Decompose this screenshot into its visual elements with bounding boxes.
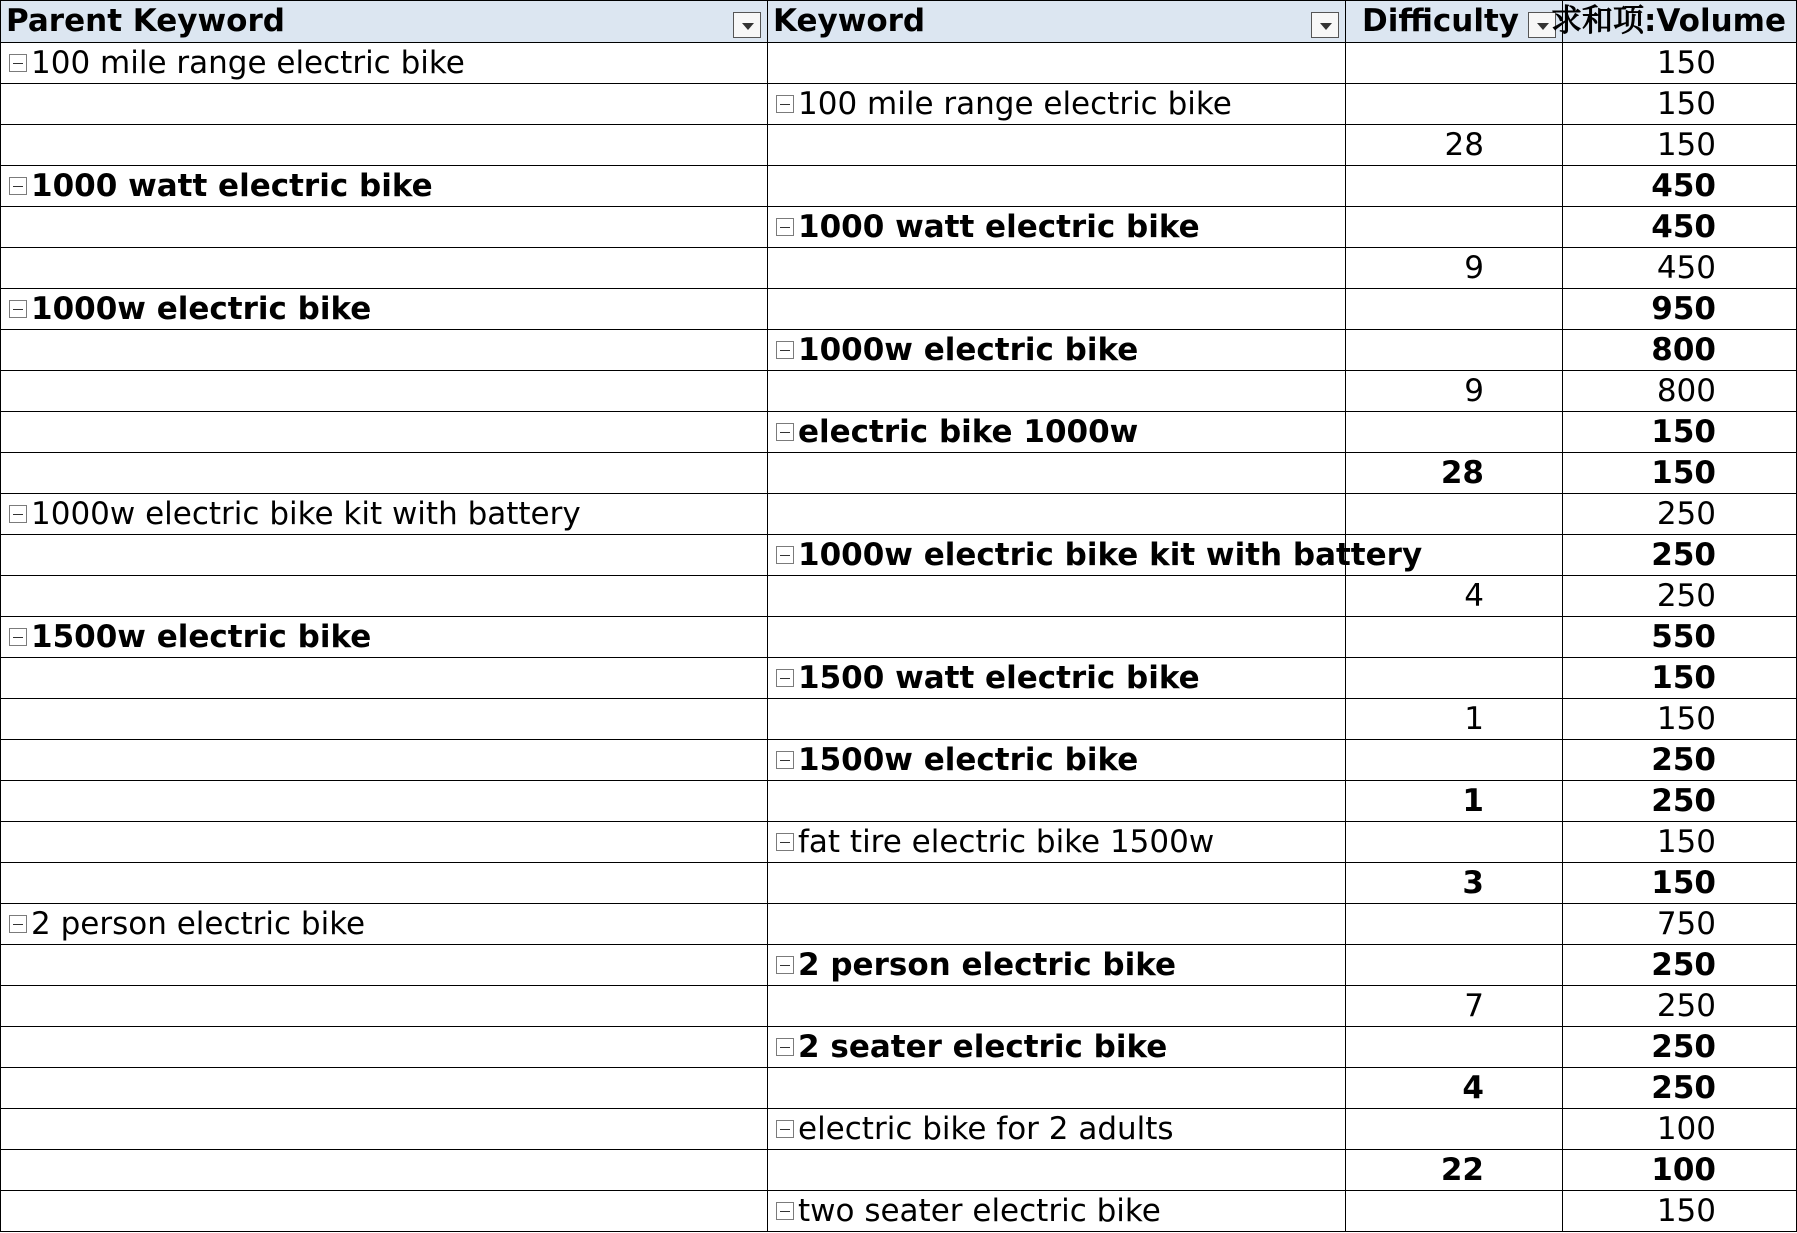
parent-keyword-label <box>1 167 433 204</box>
table-row[interactable] <box>1 1191 1797 1232</box>
volume-cell[interactable]: 250 <box>1563 576 1797 617</box>
volume-cell[interactable]: 150 <box>1563 125 1797 166</box>
parent-keyword-cell[interactable] <box>1 494 768 535</box>
keyword-text: 100 mile range electric bike <box>798 85 1232 122</box>
volume-cell[interactable]: 800 <box>1563 330 1797 371</box>
keyword-cell[interactable] <box>768 1027 1346 1068</box>
difficulty-cell[interactable]: 7 <box>1346 986 1563 1027</box>
keyword-cell[interactable] <box>768 412 1346 453</box>
volume-cell[interactable]: 450 <box>1563 166 1797 207</box>
parent-keyword-filter-dropdown-icon[interactable] <box>733 12 761 38</box>
difficulty-cell[interactable] <box>1346 412 1563 453</box>
keyword-text: 2 person electric bike <box>798 946 1177 983</box>
table-row[interactable] <box>1 371 1797 412</box>
header-keyword <box>768 1 1346 43</box>
keyword-cell[interactable] <box>768 84 1346 125</box>
volume-cell[interactable]: 150 <box>1563 84 1797 125</box>
collapse-minus-icon[interactable] <box>776 1202 794 1220</box>
keyword-cell[interactable] <box>768 43 1346 84</box>
collapse-minus-icon[interactable] <box>776 546 794 564</box>
volume-cell[interactable]: 150 <box>1563 1191 1797 1232</box>
table-row[interactable] <box>1 289 1797 330</box>
keyword-cell[interactable] <box>768 494 1346 535</box>
keyword-cell[interactable] <box>768 330 1346 371</box>
parent-keyword-cell[interactable] <box>1 1150 768 1191</box>
header-difficulty-label: Difficulty <box>1361 3 1519 39</box>
volume-cell[interactable]: 150 <box>1563 453 1797 494</box>
table-row[interactable] <box>1 453 1797 494</box>
table-row[interactable] <box>1 1109 1797 1150</box>
header-parent-keyword-label: Parent Keyword <box>6 3 285 39</box>
collapse-minus-icon[interactable] <box>9 628 27 646</box>
parent-keyword-cell[interactable] <box>1 84 768 125</box>
table-row[interactable] <box>1 699 1797 740</box>
collapse-minus-icon[interactable] <box>9 915 27 933</box>
parent-keyword-text: 1000w electric bike <box>31 290 372 327</box>
table-row[interactable] <box>1 617 1797 658</box>
volume-cell[interactable]: 250 <box>1563 1068 1797 1109</box>
keyword-text: 1000 watt electric bike <box>798 208 1200 245</box>
parent-keyword-cell[interactable] <box>1 1027 768 1068</box>
table-row[interactable] <box>1 904 1797 945</box>
keyword-label <box>768 823 1215 860</box>
difficulty-cell[interactable] <box>1346 494 1563 535</box>
keyword-cell[interactable] <box>768 453 1346 494</box>
keyword-label <box>768 1028 1168 1065</box>
keyword-text: 1500 watt electric bike <box>798 659 1200 696</box>
table-row[interactable] <box>1 781 1797 822</box>
parent-keyword-label <box>1 290 372 327</box>
volume-cell[interactable]: 250 <box>1563 986 1797 1027</box>
difficulty-cell[interactable] <box>1346 904 1563 945</box>
volume-cell[interactable]: 100 <box>1563 1150 1797 1191</box>
collapse-minus-icon[interactable] <box>9 54 27 72</box>
keyword-cell[interactable] <box>768 658 1346 699</box>
volume-cell[interactable]: 750 <box>1563 904 1797 945</box>
difficulty-cell[interactable] <box>1346 822 1563 863</box>
parent-keyword-cell[interactable] <box>1 986 768 1027</box>
parent-keyword-cell[interactable] <box>1 945 768 986</box>
table-row[interactable] <box>1 207 1797 248</box>
parent-keyword-cell[interactable] <box>1 207 768 248</box>
table-row[interactable] <box>1 822 1797 863</box>
parent-keyword-cell[interactable] <box>1 371 768 412</box>
pivot-body <box>1 43 1797 1232</box>
header-volume <box>1550 1 1797 43</box>
difficulty-cell[interactable]: 28 <box>1346 453 1563 494</box>
keyword-cell[interactable] <box>768 1191 1346 1232</box>
parent-keyword-cell[interactable] <box>1 1109 768 1150</box>
table-row[interactable] <box>1 166 1797 207</box>
keyword-label <box>768 536 1423 573</box>
parent-keyword-text: 1000w electric bike kit with battery <box>31 495 581 532</box>
table-row[interactable] <box>1 412 1797 453</box>
header-parent-keyword <box>1 1 768 43</box>
difficulty-cell[interactable]: 28 <box>1346 125 1563 166</box>
volume-cell[interactable]: 250 <box>1563 1027 1797 1068</box>
parent-keyword-cell[interactable] <box>1 1068 768 1109</box>
table-row[interactable] <box>1 1150 1797 1191</box>
difficulty-cell[interactable] <box>1346 658 1563 699</box>
volume-cell[interactable]: 250 <box>1563 740 1797 781</box>
collapse-minus-icon[interactable] <box>776 956 794 974</box>
keyword-label <box>768 946 1177 983</box>
keyword-cell[interactable] <box>768 125 1346 166</box>
difficulty-cell[interactable]: 1 <box>1346 781 1563 822</box>
volume-cell[interactable]: 250 <box>1563 494 1797 535</box>
table-row[interactable] <box>1 658 1797 699</box>
difficulty-cell[interactable]: 9 <box>1346 248 1563 289</box>
volume-cell[interactable]: 800 <box>1563 371 1797 412</box>
difficulty-cell[interactable]: 9 <box>1346 371 1563 412</box>
volume-cell[interactable]: 950 <box>1563 289 1797 330</box>
table-row[interactable] <box>1 43 1797 84</box>
keyword-cell[interactable] <box>768 1109 1346 1150</box>
parent-keyword-cell[interactable] <box>1 412 768 453</box>
keyword-cell[interactable] <box>768 166 1346 207</box>
collapse-minus-icon[interactable] <box>776 95 794 113</box>
collapse-minus-icon[interactable] <box>776 218 794 236</box>
volume-cell[interactable]: 150 <box>1563 412 1797 453</box>
keyword-cell[interactable] <box>768 535 1423 576</box>
keyword-text: electric bike for 2 adults <box>798 1110 1174 1147</box>
parent-keyword-cell[interactable] <box>1 658 768 699</box>
keyword-label <box>768 413 1139 450</box>
table-row[interactable] <box>1 494 1797 535</box>
keyword-cell[interactable] <box>768 945 1346 986</box>
keyword-filter-dropdown-icon[interactable] <box>1311 12 1339 38</box>
volume-cell[interactable]: 250 <box>1563 535 1797 576</box>
keyword-label <box>768 1192 1161 1229</box>
volume-cell[interactable]: 250 <box>1563 945 1797 986</box>
volume-cell[interactable]: 150 <box>1563 699 1797 740</box>
parent-keyword-cell[interactable] <box>1 535 768 576</box>
parent-keyword-cell[interactable] <box>1 617 768 658</box>
keyword-text: 2 seater electric bike <box>798 1028 1168 1065</box>
keyword-cell[interactable] <box>768 863 1346 904</box>
difficulty-cell[interactable] <box>1346 289 1563 330</box>
parent-keyword-text: 100 mile range electric bike <box>31 44 465 81</box>
parent-keyword-cell[interactable] <box>1 699 768 740</box>
collapse-minus-icon[interactable] <box>776 1038 794 1056</box>
keyword-cell[interactable] <box>768 1150 1346 1191</box>
volume-cell[interactable]: 150 <box>1563 863 1797 904</box>
keyword-cell[interactable] <box>768 207 1346 248</box>
difficulty-cell[interactable] <box>1346 207 1563 248</box>
parent-keyword-cell[interactable] <box>1 576 768 617</box>
keyword-text: two seater electric bike <box>798 1192 1161 1229</box>
keyword-label <box>768 741 1139 778</box>
difficulty-cell[interactable] <box>1346 740 1563 781</box>
volume-cell[interactable]: 150 <box>1563 822 1797 863</box>
keyword-cell[interactable] <box>768 248 1346 289</box>
table-row[interactable] <box>1 576 1797 617</box>
difficulty-cell[interactable]: 4 <box>1346 576 1563 617</box>
difficulty-cell[interactable] <box>1346 1027 1563 1068</box>
table-row[interactable] <box>1 125 1797 166</box>
keyword-label <box>768 85 1232 122</box>
keyword-cell[interactable] <box>768 822 1346 863</box>
keyword-text: 1000w electric bike <box>798 331 1139 368</box>
keyword-label <box>768 1110 1174 1147</box>
volume-cell[interactable]: 150 <box>1563 43 1797 84</box>
parent-keyword-cell[interactable] <box>1 904 768 945</box>
parent-keyword-cell[interactable] <box>1 822 768 863</box>
volume-cell[interactable]: 100 <box>1563 1109 1797 1150</box>
parent-keyword-text: 1000 watt electric bike <box>31 167 433 204</box>
parent-keyword-cell[interactable] <box>1 43 768 84</box>
parent-keyword-label <box>1 618 372 655</box>
keyword-cell[interactable] <box>768 740 1346 781</box>
collapse-minus-icon[interactable] <box>9 300 27 318</box>
collapse-minus-icon[interactable] <box>776 1120 794 1138</box>
parent-keyword-cell[interactable] <box>1 781 768 822</box>
parent-keyword-cell[interactable] <box>1 1191 768 1232</box>
header-keyword-label: Keyword <box>773 3 926 39</box>
volume-cell[interactable]: 450 <box>1563 207 1797 248</box>
table-row[interactable] <box>1 330 1797 371</box>
parent-keyword-cell[interactable] <box>1 166 768 207</box>
header-difficulty <box>1346 1 1563 43</box>
collapse-minus-icon[interactable] <box>776 423 794 441</box>
keyword-text: electric bike 1000w <box>798 413 1139 450</box>
parent-keyword-cell[interactable] <box>1 330 768 371</box>
header-row <box>1 1 1797 43</box>
keyword-cell[interactable] <box>768 617 1346 658</box>
parent-keyword-label <box>1 495 581 532</box>
difficulty-cell[interactable] <box>1346 1109 1563 1150</box>
collapse-minus-icon[interactable] <box>776 751 794 769</box>
keyword-text: 1000w electric bike kit with battery <box>798 536 1423 573</box>
parent-keyword-text: 2 person electric bike <box>31 905 366 942</box>
keyword-cell[interactable] <box>768 1068 1346 1109</box>
keyword-label <box>768 331 1139 368</box>
parent-keyword-cell[interactable] <box>1 289 768 330</box>
table-row[interactable] <box>1 84 1797 125</box>
collapse-minus-icon[interactable] <box>776 669 794 687</box>
table-row[interactable] <box>1 535 1797 576</box>
parent-keyword-cell[interactable] <box>1 125 768 166</box>
difficulty-cell[interactable] <box>1346 617 1563 658</box>
volume-cell[interactable]: 550 <box>1563 617 1797 658</box>
keyword-cell[interactable] <box>768 781 1346 822</box>
parent-keyword-text: 1500w electric bike <box>31 618 372 655</box>
difficulty-cell[interactable] <box>1346 945 1563 986</box>
difficulty-cell[interactable]: 1 <box>1346 699 1563 740</box>
collapse-minus-icon[interactable] <box>776 341 794 359</box>
keyword-label <box>768 659 1200 696</box>
keyword-cell[interactable] <box>768 904 1346 945</box>
parent-keyword-cell[interactable] <box>1 740 768 781</box>
difficulty-cell[interactable]: 3 <box>1346 863 1563 904</box>
parent-keyword-label <box>1 44 465 81</box>
keyword-label <box>768 208 1200 245</box>
collapse-minus-icon[interactable] <box>776 833 794 851</box>
parent-keyword-cell[interactable] <box>1 863 768 904</box>
difficulty-cell[interactable]: 22 <box>1346 1150 1563 1191</box>
difficulty-cell[interactable] <box>1346 166 1563 207</box>
difficulty-cell[interactable] <box>1346 1191 1563 1232</box>
difficulty-cell[interactable] <box>1346 330 1563 371</box>
keyword-cell[interactable] <box>768 699 1346 740</box>
table-row[interactable] <box>1 1027 1797 1068</box>
difficulty-cell[interactable] <box>1346 43 1563 84</box>
table-row[interactable] <box>1 248 1797 289</box>
keyword-cell[interactable] <box>768 986 1346 1027</box>
volume-cell[interactable]: 250 <box>1563 781 1797 822</box>
parent-keyword-cell[interactable] <box>1 453 768 494</box>
header-volume-label: 求和项:Volume <box>1550 3 1786 39</box>
table-row[interactable] <box>1 986 1797 1027</box>
keyword-text: 1500w electric bike <box>798 741 1139 778</box>
table-row[interactable] <box>1 740 1797 781</box>
difficulty-cell[interactable]: 4 <box>1346 1068 1563 1109</box>
collapse-minus-icon[interactable] <box>9 177 27 195</box>
parent-keyword-cell[interactable] <box>1 248 768 289</box>
table-row[interactable] <box>1 1068 1797 1109</box>
keyword-cell[interactable] <box>768 371 1346 412</box>
difficulty-cell[interactable] <box>1346 84 1563 125</box>
collapse-minus-icon[interactable] <box>9 505 27 523</box>
keyword-cell[interactable] <box>768 289 1346 330</box>
volume-cell[interactable]: 150 <box>1563 658 1797 699</box>
table-row[interactable] <box>1 863 1797 904</box>
keyword-cell[interactable] <box>768 576 1346 617</box>
table-row[interactable] <box>1 945 1797 986</box>
keyword-text: fat tire electric bike 1500w <box>798 823 1215 860</box>
volume-cell[interactable]: 450 <box>1563 248 1797 289</box>
parent-keyword-label <box>1 905 366 942</box>
